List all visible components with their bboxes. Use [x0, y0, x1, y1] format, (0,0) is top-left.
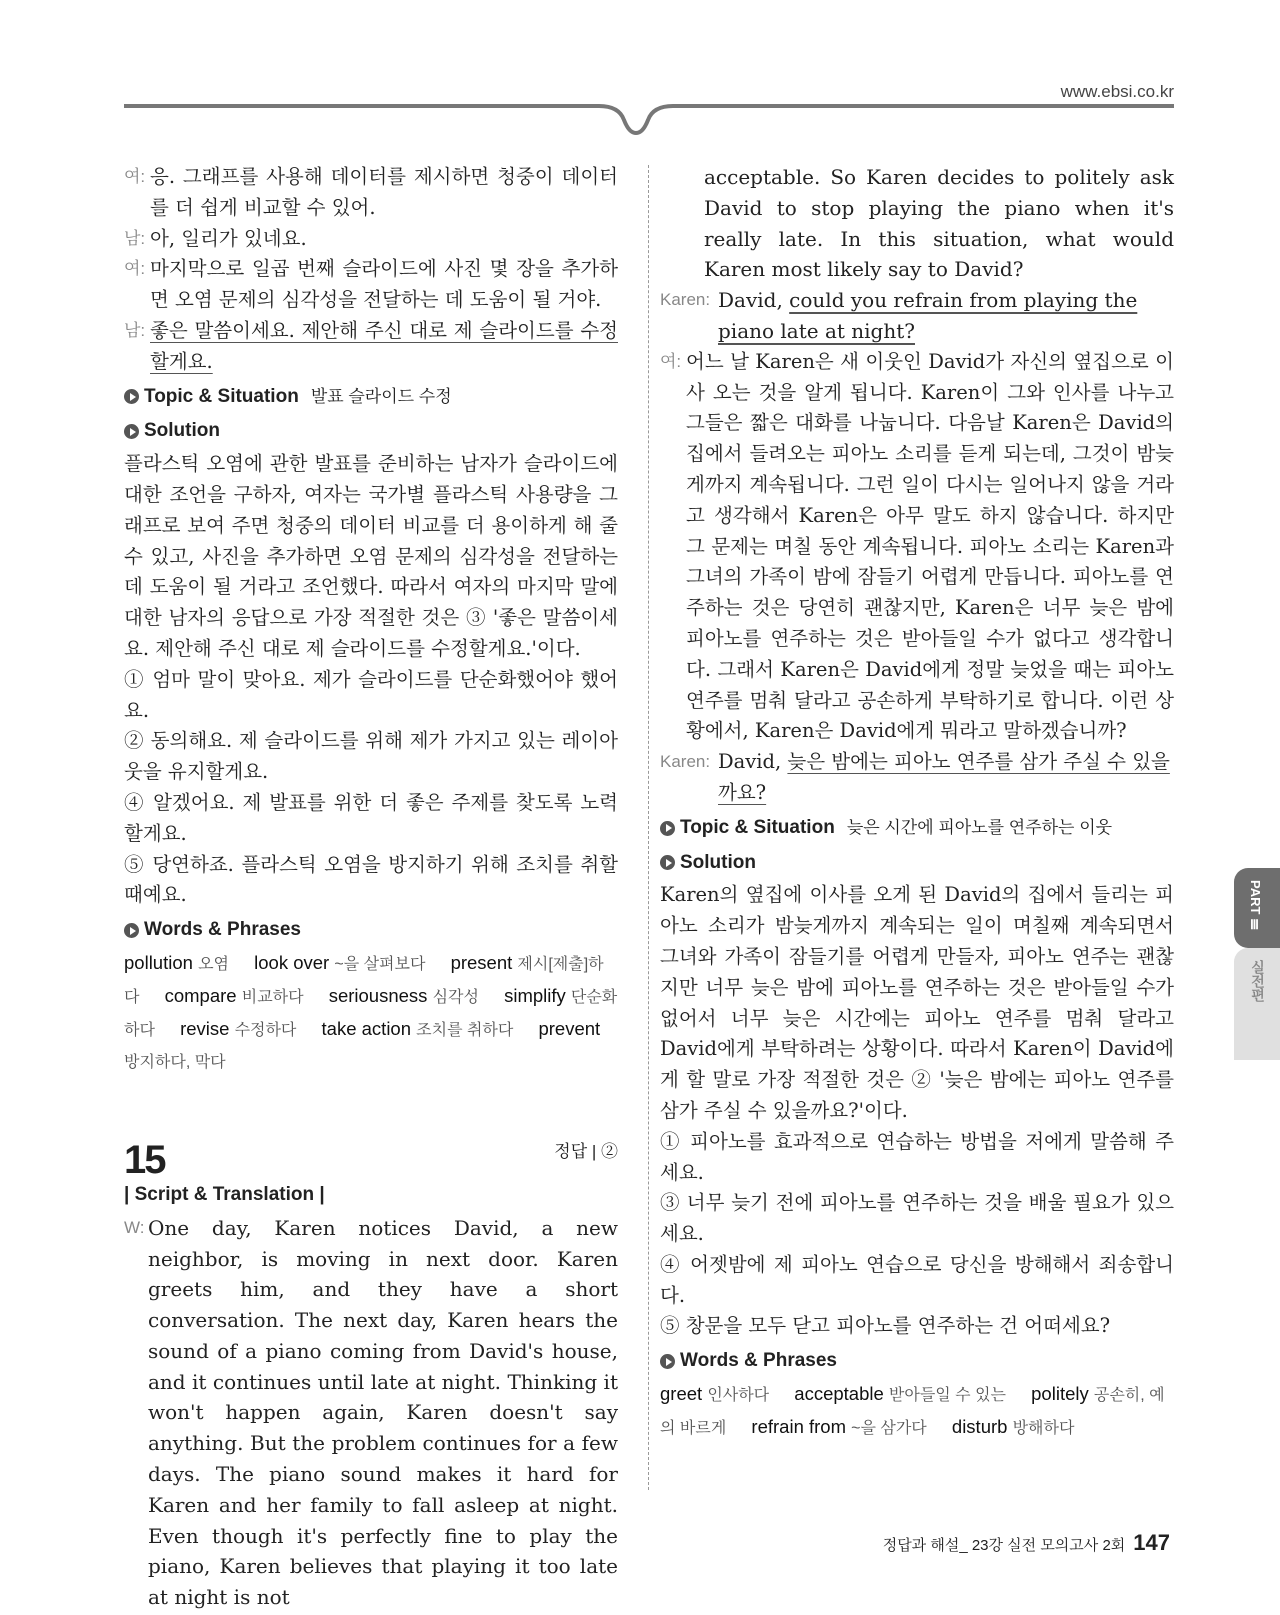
play-bullet-icon [124, 424, 139, 439]
translation-text: 어느 날 Karen은 새 이웃인 David가 자신의 옆집으로 이사 오는 것을 알게 됩니다. Karen이 그와 인사를 나누고 그들은 짧은 대화를 나눕니다. 다음날 Karen은 David의 집에서 들려오는 피아노 소리를 듣게 되는데, 그것이 밤늦게까지 계속됩니다. 그런 일이 다시는 일어나지 않을 거라고 생각해서 Karen은 아무 말도 하지 않습니다. 하지만 그 문제는 며칠 동안 계속됩니다. 피아노 소리는 Karen과 그녀의 가족이 밤에 잠들기 어렵게 만듭니다. 피아노를 연주하는 것은 당연히 괜찮지만, Karen은 너무 늦은 밤에 피아노를 연주하는 것은 받아들일 수가 없다고 생각합니다. 그래서 Karen은 David에게 정말 늦었을 때는 피아노 연주를 멈춰 달라고 공손하게 부탁하기로 합니다. 이런 상황에서, Karen은 David에게 뭐라고 말하겠습니까? [686, 349, 1174, 743]
option: ⑤ 창문을 모두 닫고 피아노를 연주하는 건 어떠세요? [660, 1314, 1111, 1338]
topic-text: 발표 슬라이드 수정 [310, 386, 452, 406]
word-term: seriousness [328, 984, 428, 1006]
page-footer [883, 1530, 1170, 1556]
word-meaning: 공손히, 예의 바르게 [660, 1387, 1165, 1437]
option: ⑤ 당연하죠. 플라스틱 오염을 방지하기 위해 조치를 취할 때예요. [124, 852, 618, 907]
question-number: 15 [124, 1138, 165, 1183]
dialogue-line [124, 254, 618, 316]
words-list [124, 948, 618, 1079]
header-rule [124, 100, 1174, 140]
site-url: www.ebsi.co.kr [1060, 82, 1174, 101]
words-list [660, 1379, 1174, 1445]
word-term: revise [180, 1017, 230, 1039]
speaker-label: Karen: [660, 752, 711, 772]
column-divider [648, 165, 649, 1490]
word-term: compare [164, 984, 237, 1006]
part-tab-label: PART Ⅲ [1248, 880, 1263, 934]
word-meaning: 인사하다 [707, 1387, 770, 1405]
speaker-label: 남: [124, 228, 146, 248]
topic-label: Topic & Situation [144, 385, 299, 407]
option: ③ 너무 늦기 전에 피아노를 연주하는 것을 배울 필요가 있으세요. [660, 1191, 1174, 1246]
word-term: prevent [538, 1017, 601, 1039]
karen-name: David, [718, 288, 790, 313]
part-tab[interactable] [1234, 868, 1280, 948]
dialogue-line [124, 162, 618, 224]
option: ② 동의해요. 제 슬라이드를 위해 제가 가지고 있는 레이아웃을 유지할게요. [124, 729, 618, 784]
left-column [124, 162, 618, 1613]
topic-label: Topic & Situation [680, 816, 835, 838]
dialogue-text: 아, 일리가 있네요. [150, 226, 307, 250]
word-meaning: 단순화하다 [124, 988, 618, 1039]
answer-underlined: 늦은 밤에는 피아노 연주를 삼가 주실 수 있을까요? [718, 750, 1170, 804]
word-term: politely [1031, 1383, 1089, 1405]
topic-heading [660, 813, 1174, 844]
solution-text: 플라스틱 오염에 관한 발표를 준비하는 남자가 슬라이드에 대한 조언을 구하자, 여자는 국가별 플라스틱 사용량을 그래프로 보여 주면 청중의 데이터 비교를 더 용이하게 해 줄 수 있고, 사진을 추가하면 오염 문제의 심각성을 전달하는 데 도움이 될 거라고 조언했다. 따라서 여자의 마지막 말에 대한 남자의 응답으로 가장 적절한 것은 ③ '좋은 말씀이세요. 제안해 주신 대로 제 슬라이드를 수정할게요.'이다. [124, 452, 618, 660]
topic-heading [124, 382, 618, 413]
script-heading: | Script & Translation | [124, 1183, 325, 1205]
word-meaning: ~을 살펴보다 [334, 955, 426, 973]
option: ① 엄마 말이 맞아요. 제가 슬라이드를 단순화했어야 했어요. [124, 667, 618, 722]
option: ④ 알겠어요. 제 발표를 위한 더 좋은 주제를 찾도록 노력할게요. [124, 790, 618, 845]
word-term: refrain from [751, 1415, 846, 1437]
translation-block [660, 347, 1174, 747]
answer-underlined: 좋은 말씀이세요. 제안해 주신 대로 제 슬라이드를 수정할게요. [150, 318, 618, 373]
word-meaning: 오염 [198, 955, 229, 973]
page-number: 147 [1133, 1530, 1170, 1555]
word-meaning: 수정하다 [234, 1021, 297, 1039]
right-column [660, 162, 1174, 1445]
word-term: present [450, 951, 513, 973]
speaker-label: 여: [660, 351, 682, 371]
section-tab[interactable] [1234, 948, 1280, 1060]
word-meaning: 조치를 취하다 [416, 1021, 514, 1039]
solution-label: Solution [144, 420, 220, 442]
option: ① 피아노를 효과적으로 연습하는 방법을 저에게 말씀해 주세요. [660, 1129, 1174, 1184]
option: ④ 어젯밤에 제 피아노 연습으로 당신을 방해해서 죄송합니다. [660, 1252, 1174, 1307]
word-meaning: 심각성 [432, 988, 479, 1006]
topic-text: 늦은 시간에 피아노를 연주하는 이웃 [846, 817, 1113, 837]
dialogue-text: 마지막으로 일곱 번째 슬라이드에 사진 몇 장을 추가하면 오염 문제의 심각성을 전달하는 데 도움이 될 거야. [150, 257, 618, 312]
footer-title: 정답과 해설_ 23강 실전 모의고사 2회 [882, 1537, 1126, 1554]
solution-heading [124, 416, 618, 447]
word-term: pollution [124, 951, 193, 973]
word-meaning: 비교하다 [241, 988, 304, 1006]
script-block [124, 1213, 618, 1613]
solution-text: Karen의 옆집에 이사를 오게 된 David의 집에서 들리는 피아노 소리가 밤늦게까지 계속되는 일이 며칠째 계속되면서 그녀와 가족이 잠들기를 어렵게 만들자, 피아노 연주는 괜찮지만 너무 늦은 밤에 피아노를 연주하는 것은 받아들일 수가 없어서 너무 늦은 시간에는 피아노 연주를 멈춰 달라고 David에게 부탁하려는 상황이다. 따라서 Karen이 David에게 할 말로 가장 적절한 것은 ② '늦은 밤에는 피아노 연주를 삼가 주실 수 있을까요?'이다. [660, 883, 1174, 1122]
karen-line-ko [660, 747, 1174, 809]
answer-label: 정답 | ② [554, 1142, 618, 1162]
solution-heading [660, 848, 1174, 879]
script-text: acceptable. So Karen decides to politely ask David to stop playing the piano when it's really late. In this situation, what would Karen most likely say to David? [704, 165, 1174, 282]
script-text: One day, Karen notices David, a new neighbor, is moving in next door. Karen greets him, and they have a short conversation. The next day, Karen hears the sound of a piano coming from David's house, and it continues until late at night. Thinking it won't happen again, Karen doesn't say anything. But the problem continues for a few days. The piano sound makes it hard for Karen and her family to fall asleep at night. Even though it's perfectly fine to play the piano, Karen believes that playing it too late at night is not [148, 1215, 618, 1610]
play-bullet-icon [660, 855, 675, 870]
karen-name: David, [718, 750, 788, 774]
word-term: take action [321, 1017, 412, 1039]
word-term: disturb [951, 1415, 1008, 1437]
word-meaning: 방지하다, 막다 [124, 1054, 226, 1072]
play-bullet-icon [124, 389, 139, 404]
dialogue-line [124, 316, 618, 378]
words-label: Words & Phrases [144, 919, 301, 941]
word-term: greet [660, 1383, 703, 1405]
speaker-label: 여: [124, 167, 146, 186]
play-bullet-icon [660, 1354, 675, 1369]
word-meaning: 받아들일 수 있는 [888, 1387, 1006, 1405]
play-bullet-icon [660, 821, 675, 836]
words-label: Words & Phrases [680, 1350, 837, 1372]
play-bullet-icon [124, 923, 139, 938]
section-tab-label: 실전편 [1250, 960, 1266, 1002]
question-header [124, 1137, 618, 1183]
dialogue-line [124, 224, 618, 255]
speaker-label: W: [124, 1217, 145, 1237]
word-meaning: ~을 삼가다 [851, 1419, 927, 1437]
word-term: acceptable [794, 1383, 884, 1405]
speaker-label: 남: [124, 320, 146, 340]
words-heading [124, 915, 618, 946]
word-meaning: 제시[제출]하다 [124, 955, 604, 1006]
answer-underlined: could you refrain from playing the piano late at night? [718, 288, 1138, 343]
word-term: look over [254, 951, 330, 973]
speaker-label: 여: [124, 259, 146, 279]
speaker-label: Karen: [660, 290, 711, 310]
word-term: simplify [504, 984, 566, 1006]
dialogue-text: 응. 그래프를 사용해 데이터를 제시하면 청중이 데이터를 더 쉽게 비교할 수 있어. [150, 165, 618, 219]
word-meaning: 방해하다 [1012, 1419, 1075, 1437]
words-heading [660, 1346, 1174, 1377]
solution-label: Solution [680, 851, 756, 873]
karen-line-en [660, 285, 1174, 347]
